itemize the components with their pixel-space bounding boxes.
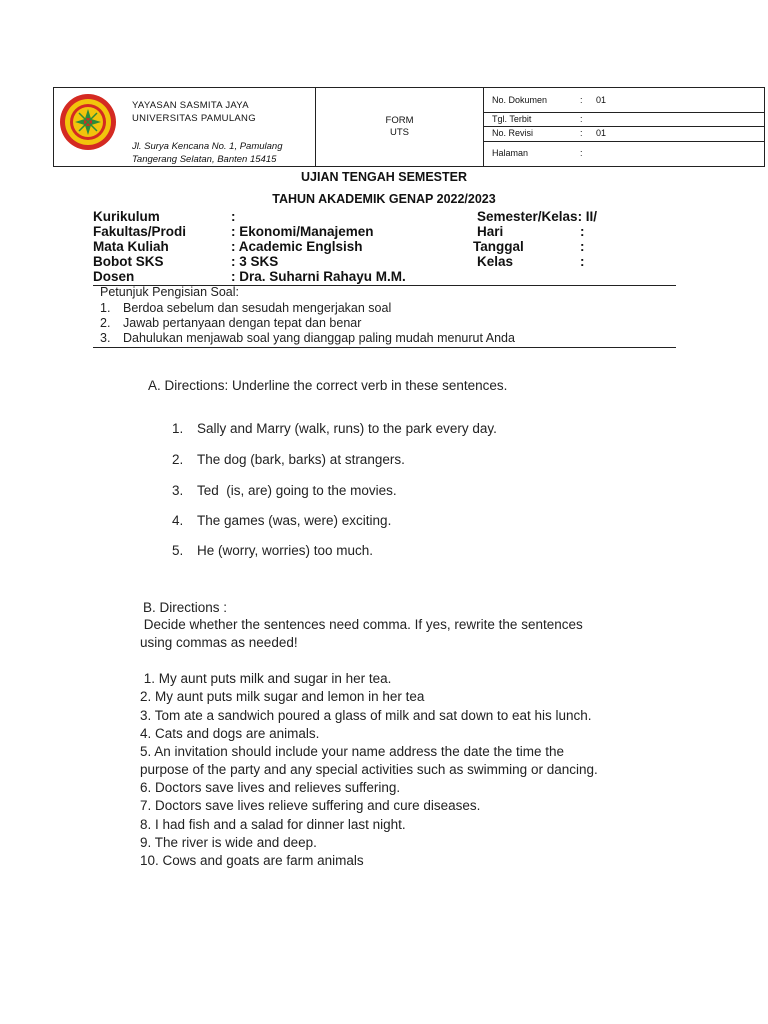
comma-sentence: 8. I had fish and a salad for dinner last night. bbox=[140, 817, 406, 832]
question-number: 3. bbox=[172, 483, 184, 498]
section-b-directions-line2: using commas as needed! bbox=[140, 635, 298, 650]
academic-year-title: TAHUN AKADEMIK GENAP 2022/2023 bbox=[272, 192, 496, 206]
instruction-num: 3. bbox=[100, 331, 111, 345]
question-number: 4. bbox=[172, 513, 184, 528]
form-label: FORM bbox=[385, 115, 414, 126]
meta-key: No. Revisi bbox=[492, 128, 534, 138]
comma-sentence: 9. The river is wide and deep. bbox=[140, 835, 317, 850]
section-a-heading: A. Directions: Underline the correct verb in these sentences. bbox=[148, 378, 508, 393]
comma-sentence: 1. My aunt puts milk and sugar in her tea. bbox=[140, 671, 392, 686]
comma-sentence: 10. Cows and goats are farm animals bbox=[140, 853, 364, 868]
mata-kuliah-label: Mata Kuliah bbox=[93, 239, 169, 254]
comma-sentence: 7. Doctors save lives relieve suffering and cure diseases. bbox=[140, 798, 481, 813]
meta-colon: : bbox=[580, 148, 583, 158]
kelas-label: Kelas bbox=[477, 254, 514, 269]
question-text: He (worry, worries) too much. bbox=[197, 543, 374, 558]
address-line1: Jl. Surya Kencana No. 1, Pamulang bbox=[132, 141, 283, 152]
meta-colon: : bbox=[580, 114, 583, 124]
tanggal-value: : bbox=[580, 239, 585, 254]
hari-label: Hari bbox=[477, 224, 504, 239]
form-type-label: UTS bbox=[390, 127, 409, 138]
meta-value: 01 bbox=[596, 95, 607, 105]
instruction-num: 2. bbox=[100, 316, 111, 330]
question-number: 5. bbox=[172, 543, 184, 558]
question-text: The dog (bark, barks) at strangers. bbox=[197, 452, 405, 467]
comma-sentence: 4. Cats and dogs are animals. bbox=[140, 726, 320, 741]
instructions-title: Petunjuk Pengisian Soal: bbox=[100, 285, 239, 299]
meta-row-no-revisi bbox=[484, 127, 764, 142]
kurikulum-value: : bbox=[231, 209, 236, 224]
fakultas-value: : Ekonomi/Manajemen bbox=[231, 224, 374, 239]
form-type-cell bbox=[316, 88, 484, 166]
tanggal-label: Tanggal bbox=[473, 239, 524, 254]
instruction-text: Jawab pertanyaan dengan tepat dan benar bbox=[123, 316, 362, 330]
dosen-label: Dosen bbox=[93, 269, 135, 284]
meta-colon: : bbox=[580, 128, 583, 138]
comma-sentence: 3. Tom ate a sandwich poured a glass of milk and sat down to eat his lunch. bbox=[140, 708, 592, 723]
section-b-directions-line1: Decide whether the sentences need comma. If yes, rewrite the sentences bbox=[140, 617, 583, 632]
comma-sentence: 2. My aunt puts milk sugar and lemon in her tea bbox=[140, 689, 425, 704]
comma-sentence: 5. An invitation should include your name address the date the time the bbox=[140, 744, 565, 759]
mata-kuliah-value: : Academic Englsish bbox=[231, 239, 363, 254]
kelas-value: : bbox=[580, 254, 585, 269]
hari-value: : bbox=[580, 224, 585, 239]
document-header-table bbox=[53, 87, 765, 167]
meta-row-tgl-terbit bbox=[484, 113, 764, 127]
kurikulum-label: Kurikulum bbox=[93, 209, 160, 224]
university-logo-icon bbox=[58, 92, 118, 152]
institution-cell bbox=[54, 88, 316, 166]
instruction-text: Dahulukan menjawab soal yang dianggap paling mudah menurut Anda bbox=[123, 331, 515, 345]
bobot-sks-value: : 3 SKS bbox=[231, 254, 279, 269]
meta-value: 01 bbox=[596, 128, 607, 138]
fakultas-label: Fakultas/Prodi bbox=[93, 224, 187, 239]
comma-sentence-continuation: purpose of the party and any special activities such as swimming or dancing. bbox=[140, 762, 598, 777]
question-text: Sally and Marry (walk, runs) to the park every day. bbox=[197, 421, 497, 436]
question-text: Ted (is, are) going to the movies. bbox=[197, 483, 397, 498]
instruction-text: Berdoa sebelum dan sesudah mengerjakan soal bbox=[123, 301, 392, 315]
address-line2: Tangerang Selatan, Banten 15415 bbox=[132, 154, 277, 165]
comma-sentence: 6. Doctors save lives and relieves suffering. bbox=[140, 780, 401, 795]
exam-title: UJIAN TENGAH SEMESTER bbox=[301, 170, 467, 184]
meta-key: No. Dokumen bbox=[492, 95, 548, 105]
question-text: The games (was, were) exciting. bbox=[197, 513, 392, 528]
meta-key: Halaman bbox=[492, 148, 529, 158]
question-number: 2. bbox=[172, 452, 184, 467]
question-number: 1. bbox=[172, 421, 184, 436]
instructions-bottom-rule bbox=[93, 347, 676, 348]
meta-colon: : bbox=[580, 95, 583, 105]
semester-kelas-label: Semester/Kelas: II/ bbox=[477, 209, 598, 224]
institution-name-line1: YAYASAN SASMITA JAYA bbox=[132, 100, 249, 111]
section-b-heading: B. Directions : bbox=[143, 600, 228, 615]
meta-row-no-dokumen bbox=[484, 88, 764, 113]
instruction-num: 1. bbox=[100, 301, 111, 315]
institution-name-line2: UNIVERSITAS PAMULANG bbox=[132, 113, 256, 124]
meta-key: Tgl. Terbit bbox=[492, 114, 532, 124]
document-meta-cell bbox=[484, 88, 764, 166]
bobot-sks-label: Bobot SKS bbox=[93, 254, 164, 269]
meta-row-halaman bbox=[484, 142, 764, 166]
dosen-value: : Dra. Suharni Rahayu M.M. bbox=[231, 269, 406, 284]
